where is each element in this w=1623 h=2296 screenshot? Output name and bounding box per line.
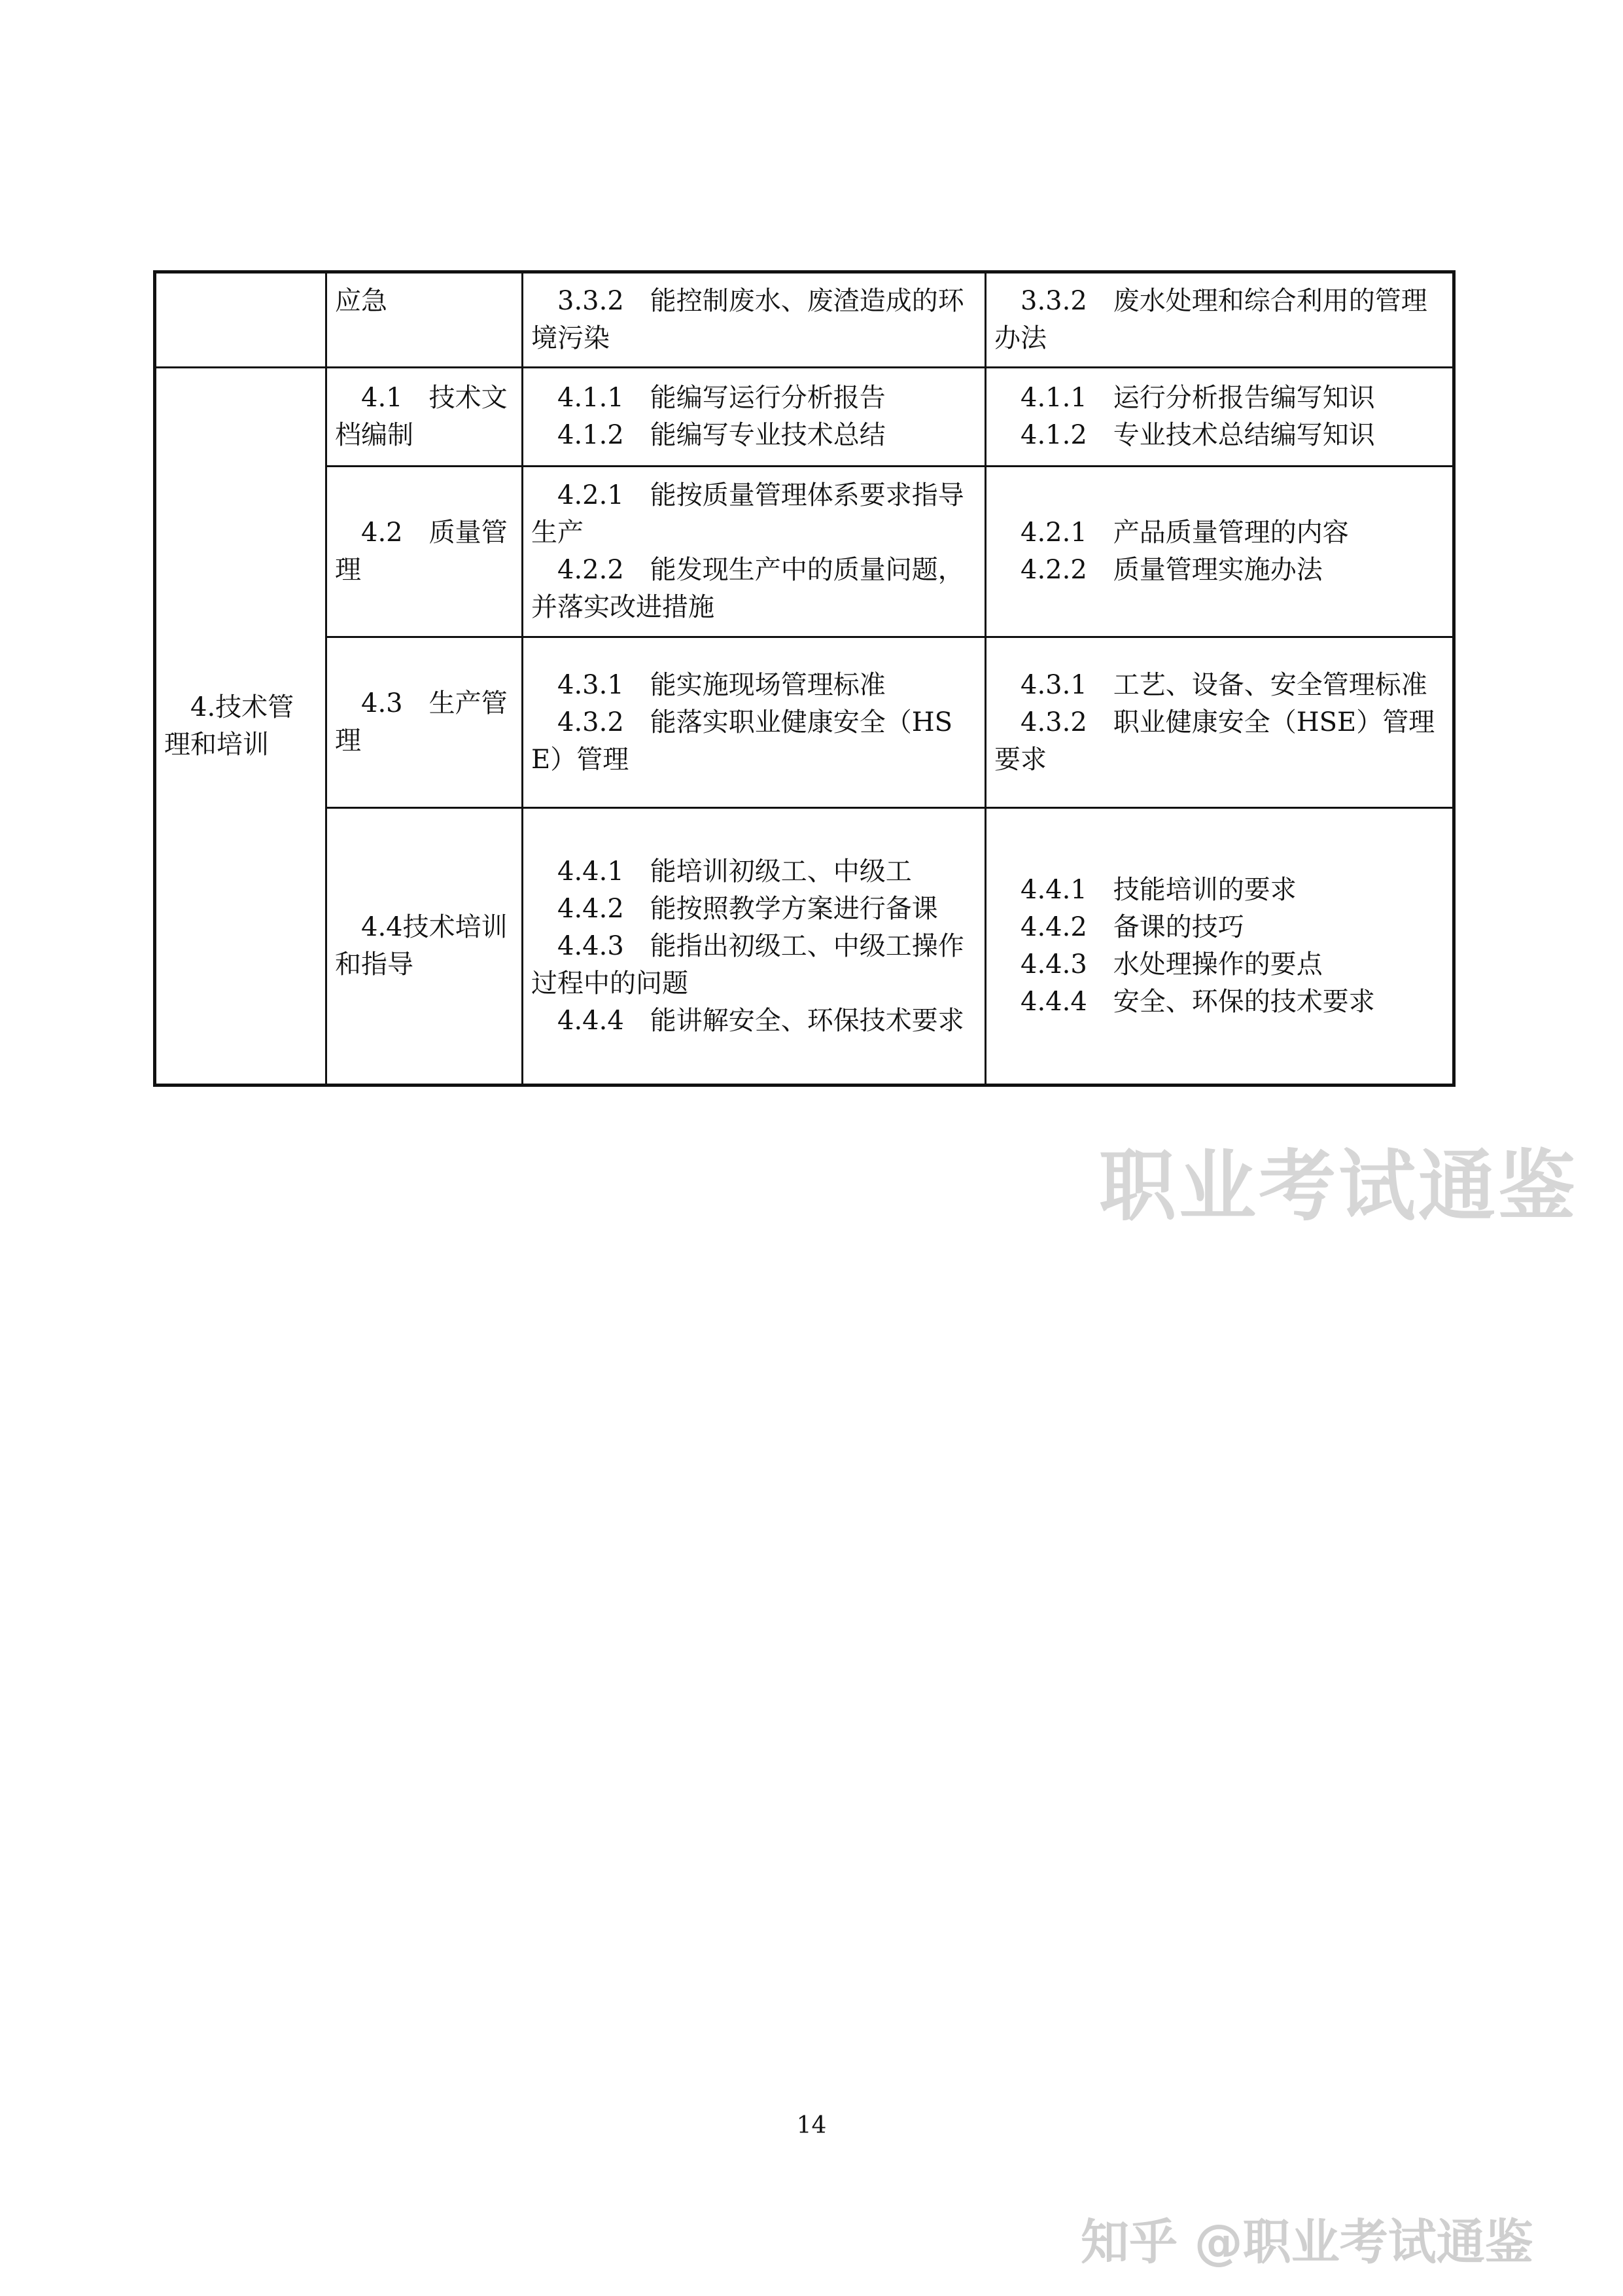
table-row: [155, 467, 1454, 637]
unit-cell: 4.3 生产管理: [326, 637, 523, 808]
skill-requirements-table: [153, 270, 1456, 1087]
module-label: 4.技术管理和培训: [164, 692, 294, 760]
module-cell: [155, 368, 326, 1086]
skill-cell: 4.4.1 能培训初级工、中级工 4.4.2 能按照教学方案进行备课 4.4.3 能指出初级工、中级工操作过程中的问题 4.4.4 能讲解安全、环保技术要求: [523, 808, 986, 1086]
knowledge-cell: 4.2.1 产品质量管理的内容 4.2.2 质量管理实施办法: [986, 467, 1454, 637]
page-number: 14: [796, 2112, 827, 2139]
skill-cell: 3.3.2 能控制废水、废渣造成的环境污染: [523, 272, 986, 368]
table-row: [155, 808, 1454, 1086]
module-cell-empty: [155, 272, 326, 368]
table-row: [155, 368, 1454, 467]
skill-cell: 4.3.1 能实施现场管理标准 4.3.2 能落实职业健康安全（HSE）管理: [523, 637, 986, 808]
knowledge-cell: 4.1.1 运行分析报告编写知识 4.1.2 专业技术总结编写知识: [986, 368, 1454, 467]
table-row: [155, 272, 1454, 368]
knowledge-cell: 4.4.1 技能培训的要求 4.4.2 备课的技巧 4.4.3 水处理操作的要点 4.4.4 安全、环保的技术要求: [986, 808, 1454, 1086]
knowledge-cell: 4.3.1 工艺、设备、安全管理标准 4.3.2 职业健康安全（HSE）管理要求: [986, 637, 1454, 808]
skill-cell: 4.1.1 能编写运行分析报告 4.1.2 能编写专业技术总结: [523, 368, 986, 467]
unit-cell: 应急: [326, 272, 523, 368]
knowledge-cell: 3.3.2 废水处理和综合利用的管理办法: [986, 272, 1454, 368]
unit-cell: 4.4技术培训和指导: [326, 808, 523, 1086]
source-watermark: 知乎 @职业考试通鉴: [1081, 2214, 1533, 2270]
skill-cell: 4.2.1 能按质量管理体系要求指导生产 4.2.2 能发现生产中的质量问题，并落实改进措施: [523, 467, 986, 637]
unit-cell: 4.1 技术文档编制: [326, 368, 523, 467]
table-row: [155, 637, 1454, 808]
watermark-text: 职业考试通鉴: [1099, 1141, 1579, 1231]
unit-cell: 4.2 质量管理: [326, 467, 523, 637]
